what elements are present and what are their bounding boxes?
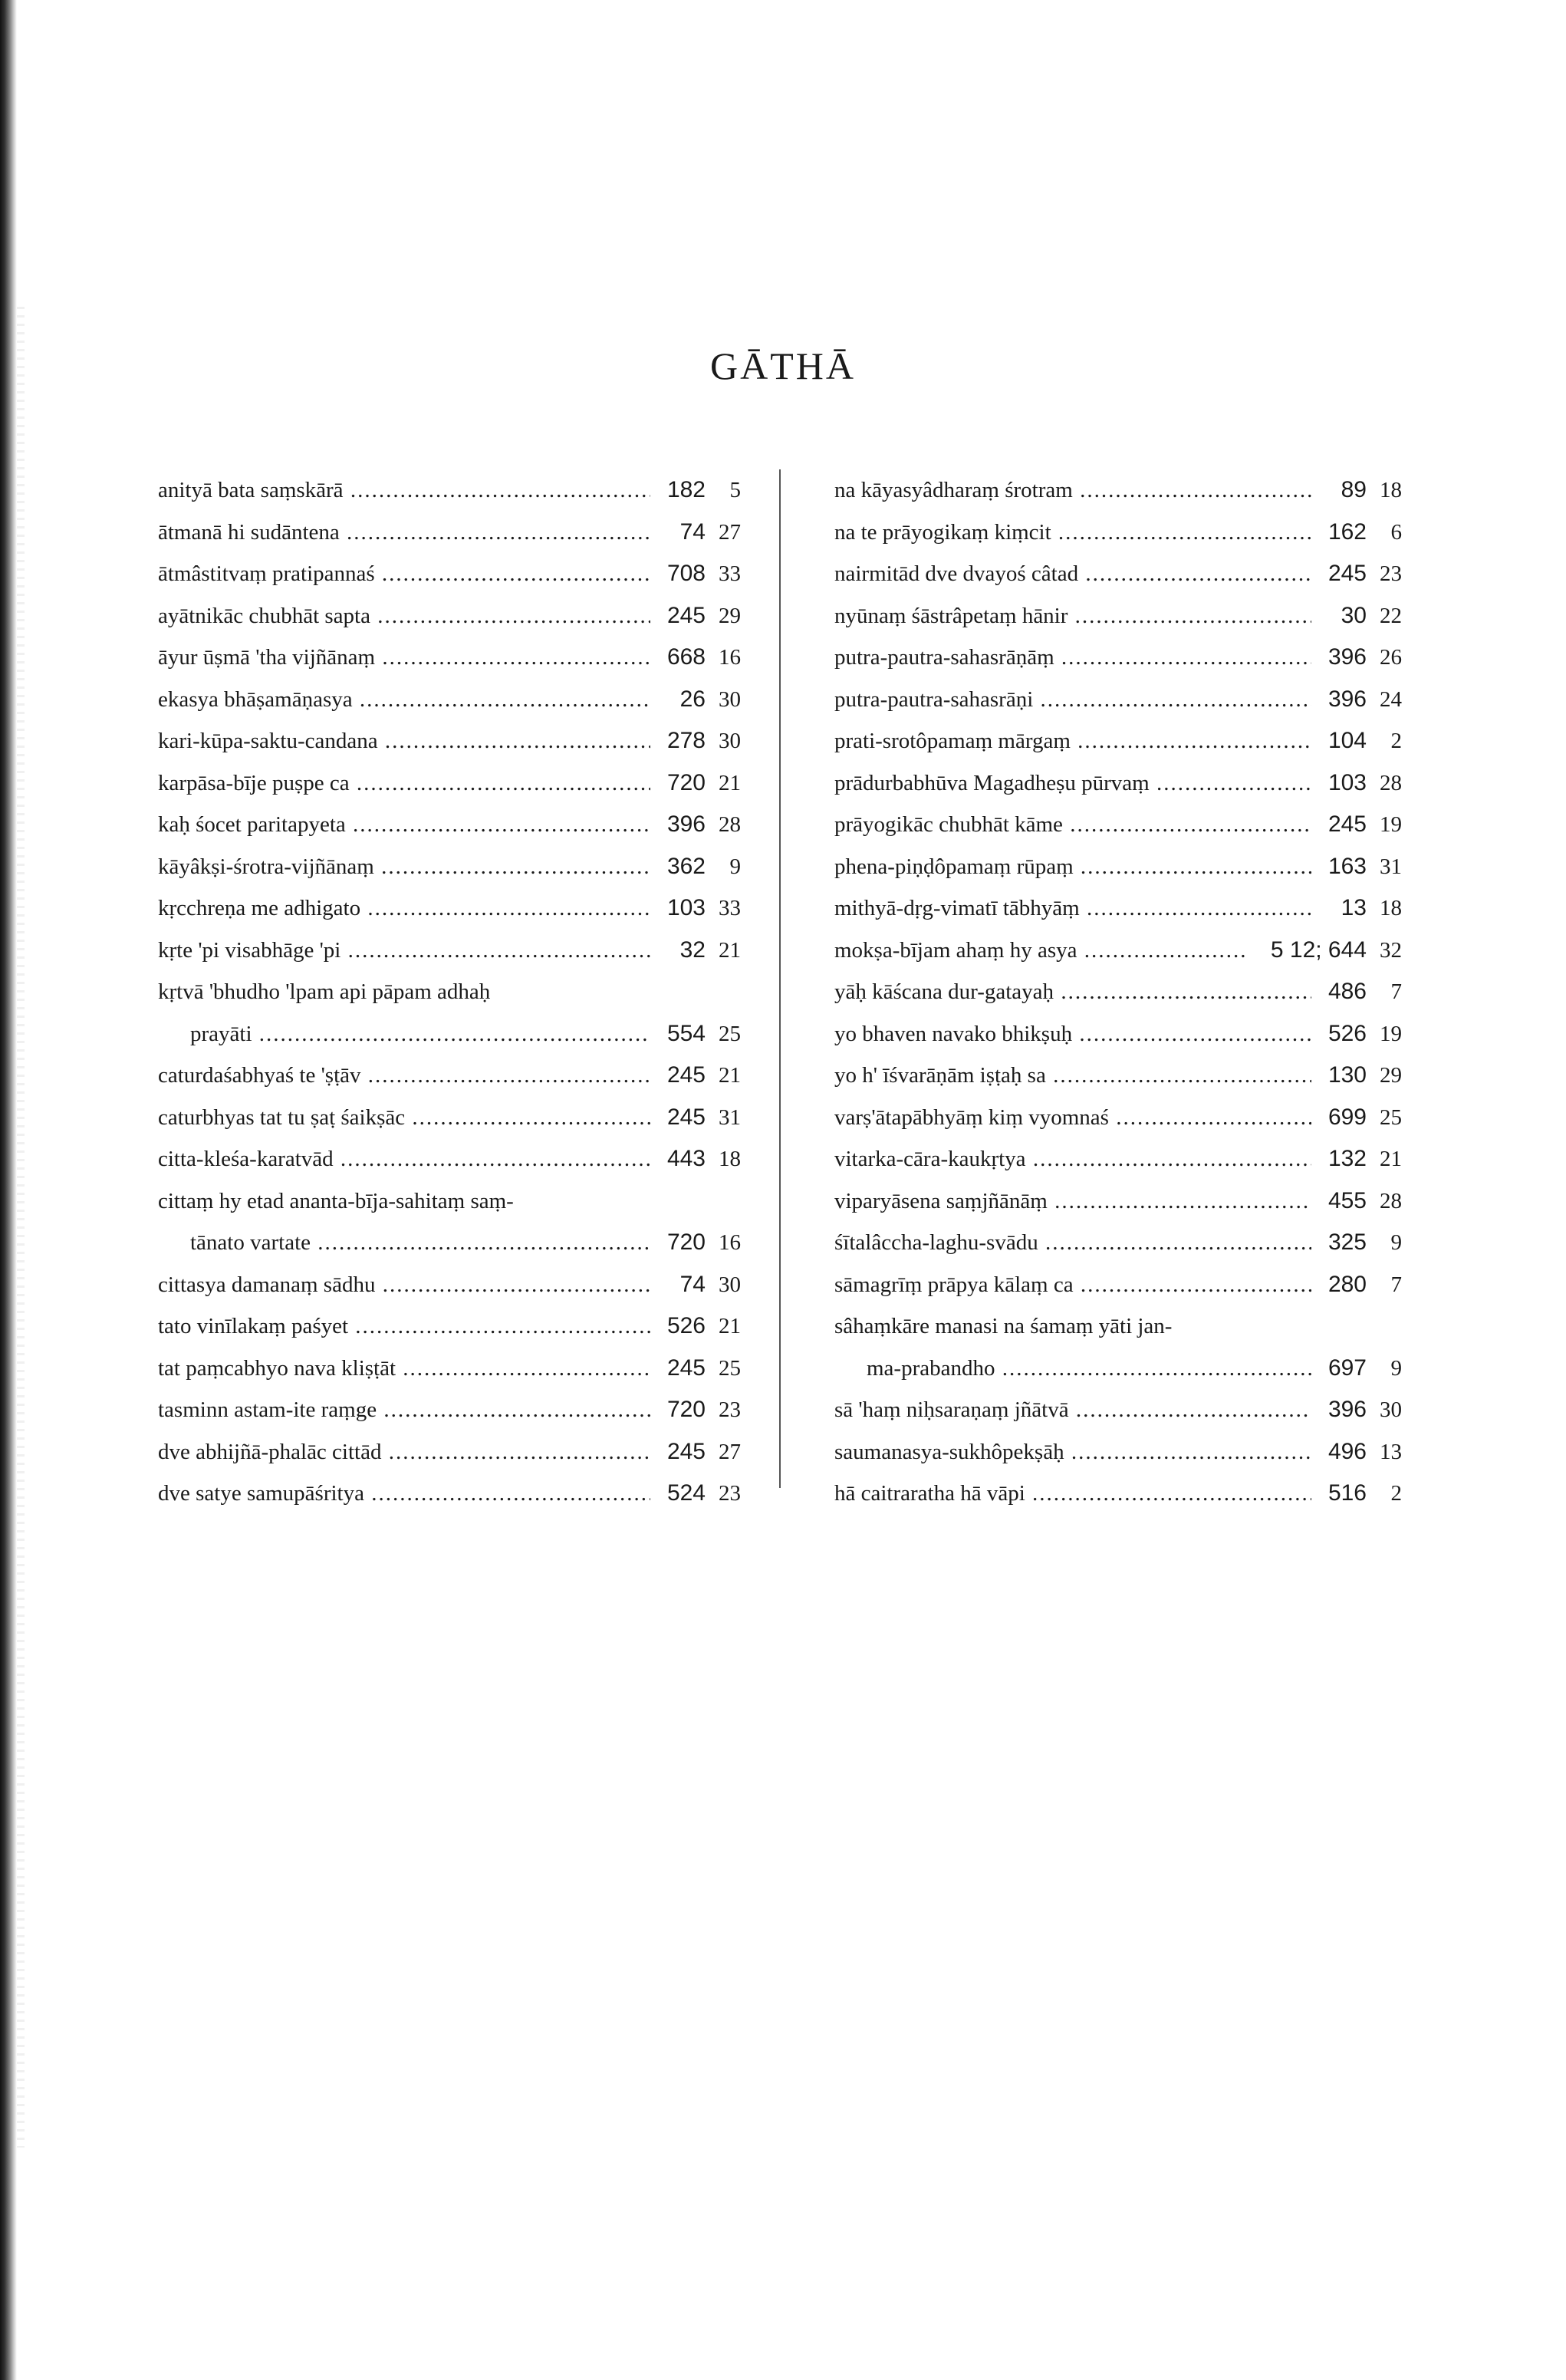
entry-line-number: 19: [1370, 804, 1402, 846]
entry-line-number: 2: [1370, 720, 1402, 762]
entry-line-number: 21: [709, 762, 741, 805]
index-entry: [158, 1348, 741, 1390]
entry-text: prayāti .....: [190, 1013, 658, 1055]
index-entry: [834, 1055, 1402, 1097]
entry-text: cittaṃ hy etad ananta-bīja-sahitaṃ saṃ-: [158, 1188, 514, 1213]
entry-line-number: 7: [1370, 971, 1402, 1013]
entry-text: ātmanā hi sudāntena .....: [158, 512, 658, 554]
entry-text: yo h' īśvarāṇām iṣṭaḥ sa .....: [834, 1055, 1319, 1097]
entry-text: tānato vartate .....: [190, 1222, 658, 1264]
entry-page-number: 496: [1311, 1431, 1367, 1473]
index-entry: [158, 1222, 741, 1264]
entry-text: kaḥ śocet paritapyeta .....: [158, 804, 658, 846]
entry-page-number: 245: [650, 1055, 706, 1097]
entry-text: kāyâkṣi-śrotra-vijñānaṃ .....: [158, 846, 658, 888]
entry-page-number: 30: [1311, 595, 1367, 637]
entry-text: yo bhaven navako bhikṣuḥ .....: [834, 1013, 1319, 1055]
entry-text: kṛte 'pi visabhāge 'pi .....: [158, 930, 658, 972]
entry-line-number: 30: [1370, 1389, 1402, 1431]
entry-line-number: 21: [709, 930, 741, 972]
entry-page-number: 130: [1311, 1055, 1367, 1097]
entry-page-number: 245: [650, 1097, 706, 1139]
entry-text: prati-srotôpamaṃ mārgaṃ .....: [834, 720, 1319, 762]
index-entry: [834, 971, 1402, 1013]
entry-line-number: 26: [1370, 637, 1402, 679]
entry-line-number: 16: [709, 637, 741, 679]
index-entry: [158, 1138, 741, 1180]
index-entry: [158, 846, 741, 888]
entry-text: cittasya damanaṃ sādhu .....: [158, 1264, 658, 1306]
entry-page-number: 245: [1311, 553, 1367, 595]
entry-page-number: 699: [1311, 1097, 1367, 1139]
entry-line-number: 23: [1370, 553, 1402, 595]
entry-text: viparyāsena saṃjñānāṃ .....: [834, 1180, 1319, 1223]
entry-page-number: 132: [1311, 1138, 1367, 1180]
entry-text: tat paṃcabhyo nava kliṣṭāt .....: [158, 1348, 658, 1390]
index-entry: [834, 595, 1402, 637]
index-entry: [158, 720, 741, 762]
entry-text: dve abhijñā-phalāc cittād .....: [158, 1431, 658, 1473]
entry-line-number: 28: [1370, 1180, 1402, 1223]
entry-page-number: 32: [650, 930, 706, 972]
entry-page-number: 182: [650, 469, 706, 512]
entry-text: ātmâstitvaṃ pratipannaś .....: [158, 553, 658, 595]
index-entry: [834, 1264, 1402, 1306]
entry-text: kari-kūpa-saktu-candana .....: [158, 720, 658, 762]
entry-page-number: 486: [1311, 971, 1367, 1013]
index-entry: [158, 1305, 741, 1348]
entry-text: mokṣa-bījam ahaṃ hy asya .....: [834, 930, 1249, 972]
entry-line-number: 25: [709, 1013, 741, 1055]
entry-line-number: 33: [709, 553, 741, 595]
entry-text: hā caitraratha hā vāpi .....: [834, 1473, 1319, 1515]
entry-line-number: 30: [709, 1264, 741, 1306]
entry-line-number: 22: [1370, 595, 1402, 637]
index-entry: [158, 595, 741, 637]
index-entry: [834, 1431, 1402, 1473]
entry-line-number: 23: [709, 1473, 741, 1515]
entry-page-number: 103: [650, 887, 706, 930]
entry-page-number: 5 12; 644: [1266, 930, 1367, 972]
entry-page-number: 278: [650, 720, 706, 762]
index-entry: [158, 1013, 741, 1055]
entry-page-number: 103: [1311, 762, 1367, 805]
entry-page-number: 396: [1311, 1389, 1367, 1431]
index-entry: [158, 887, 741, 930]
entry-page-number: 526: [650, 1305, 706, 1348]
entry-line-number: 18: [1370, 887, 1402, 930]
entry-page-number: 516: [1311, 1473, 1367, 1515]
entry-page-number: 13: [1311, 887, 1367, 930]
entry-line-number: 29: [1370, 1055, 1402, 1097]
entry-line-number: 24: [1370, 679, 1402, 721]
entry-line-number: 9: [1370, 1222, 1402, 1264]
entry-page-number: 280: [1311, 1264, 1367, 1306]
entry-page-number: 362: [650, 846, 706, 888]
entry-text: śītalâccha-laghu-svādu .....: [834, 1222, 1319, 1264]
entry-text: sā 'haṃ niḥsaraṇaṃ jñātvā .....: [834, 1389, 1319, 1431]
entry-text: āyur ūṣmā 'tha vijñānaṃ .....: [158, 637, 658, 679]
entry-line-number: 32: [1370, 930, 1402, 972]
index-entry: [834, 1180, 1402, 1223]
index-entry: [158, 1389, 741, 1431]
entry-line-number: 5: [709, 469, 741, 512]
entry-text: na kāyasyâdharaṃ śrotram .....: [834, 469, 1319, 512]
index-entry: [834, 846, 1402, 888]
entry-text: prāyogikāc chubhāt kāme .....: [834, 804, 1319, 846]
entry-page-number: 163: [1311, 846, 1367, 888]
entry-line-number: 23: [709, 1389, 741, 1431]
index-entry: [834, 720, 1402, 762]
index-entry: [834, 1305, 1402, 1348]
index-entry: [158, 762, 741, 805]
index-entry: [834, 1013, 1402, 1055]
entry-page-number: 720: [650, 1389, 706, 1431]
column-divider: [779, 469, 781, 1488]
index-entry: [158, 1431, 741, 1473]
entry-line-number: 21: [1370, 1138, 1402, 1180]
entry-page-number: 74: [650, 512, 706, 554]
entry-line-number: 18: [1370, 469, 1402, 512]
entry-line-number: 18: [709, 1138, 741, 1180]
entry-page-number: 708: [650, 553, 706, 595]
entry-line-number: 6: [1370, 512, 1402, 554]
index-entry: [158, 553, 741, 595]
scan-shadow: [17, 307, 25, 2148]
index-entry: [834, 887, 1402, 930]
entry-page-number: 455: [1311, 1180, 1367, 1223]
entry-text: dve satye samupāśritya .....: [158, 1473, 658, 1515]
index-entry: [158, 512, 741, 554]
index-entry: [834, 469, 1402, 512]
entry-line-number: 31: [1370, 846, 1402, 888]
index-entry: [158, 1264, 741, 1306]
entry-page-number: 524: [650, 1473, 706, 1515]
entry-page-number: 668: [650, 637, 706, 679]
entry-page-number: 443: [650, 1138, 706, 1180]
entry-text: citta-kleśa-karatvād .....: [158, 1138, 658, 1180]
entry-page-number: 526: [1311, 1013, 1367, 1055]
entry-page-number: 554: [650, 1013, 706, 1055]
entry-line-number: 29: [709, 595, 741, 637]
entry-text: anityā bata saṃskārā .....: [158, 469, 658, 512]
entry-text: varṣ'ātapābhyāṃ kiṃ vyomnaś .....: [834, 1097, 1319, 1139]
entry-text: yāḥ kāścana dur-gatayaḥ .....: [834, 971, 1319, 1013]
entry-text: na te prāyogikaṃ kiṃcit .....: [834, 512, 1319, 554]
index-entry: [158, 469, 741, 512]
page-title: GĀTHĀ: [710, 344, 856, 387]
index-entry: [158, 1097, 741, 1139]
entry-text: karpāsa-bīje puṣpe ca .....: [158, 762, 658, 805]
entry-line-number: 28: [1370, 762, 1402, 805]
index-entry: [158, 1055, 741, 1097]
index-entry: [158, 971, 741, 1013]
entry-line-number: 7: [1370, 1264, 1402, 1306]
entry-page-number: 325: [1311, 1222, 1367, 1264]
index-entry: [158, 804, 741, 846]
index-entry: [834, 1389, 1402, 1431]
entry-line-number: 30: [709, 720, 741, 762]
entry-text: kṛtvā 'bhudho 'lpam api pāpam adhaḥ: [158, 979, 491, 1004]
entry-line-number: 27: [709, 512, 741, 554]
index-entry: [834, 930, 1402, 972]
entry-page-number: 720: [650, 762, 706, 805]
index-entry: [834, 762, 1402, 805]
entry-page-number: 245: [1311, 804, 1367, 846]
entry-page-number: 74: [650, 1264, 706, 1306]
entry-page-number: 104: [1311, 720, 1367, 762]
entry-text: caturbhyas tat tu ṣaṭ śaikṣāc .....: [158, 1097, 658, 1139]
entry-page-number: 26: [650, 679, 706, 721]
entry-line-number: 13: [1370, 1431, 1402, 1473]
entry-line-number: 31: [709, 1097, 741, 1139]
entry-text: putra-pautra-sahasrāṇi .....: [834, 679, 1319, 721]
entry-text: prādurbabhūva Magadheṣu pūrvaṃ .....: [834, 762, 1319, 805]
index-column-right: [834, 469, 1402, 1515]
index-entry: [158, 637, 741, 679]
entry-line-number: 33: [709, 887, 741, 930]
entry-text: saumanasya-sukhôpekṣāḥ .....: [834, 1431, 1319, 1473]
entry-text: tato vinīlakaṃ paśyet .....: [158, 1305, 658, 1348]
entry-page-number: 396: [1311, 637, 1367, 679]
entry-text: ma-prabandho .....: [867, 1348, 1319, 1390]
entry-text: mithyā-dṛg-vimatī tābhyāṃ .....: [834, 887, 1319, 930]
entry-page-number: 245: [650, 595, 706, 637]
index-entry: [834, 804, 1402, 846]
entry-text: sāmagrīṃ prāpya kālaṃ ca .....: [834, 1264, 1319, 1306]
entry-page-number: 720: [650, 1222, 706, 1264]
entry-text: caturdaśabhyaś te 'ṣṭāv .....: [158, 1055, 658, 1097]
entry-line-number: 16: [709, 1222, 741, 1264]
entry-line-number: 9: [709, 846, 741, 888]
index-column-left: [158, 469, 741, 1515]
entry-text: kṛcchreṇa me adhigato .....: [158, 887, 658, 930]
entry-line-number: 30: [709, 679, 741, 721]
entry-page-number: 245: [650, 1348, 706, 1390]
entry-text: nairmitād dve dvayoś câtad .....: [834, 553, 1319, 595]
index-entry: [834, 1138, 1402, 1180]
entry-text: nyūnaṃ śāstrâpetaṃ hānir .....: [834, 595, 1319, 637]
entry-page-number: 89: [1311, 469, 1367, 512]
index-entry: [834, 1222, 1402, 1264]
index-entry: [834, 1348, 1402, 1390]
entry-page-number: 162: [1311, 512, 1367, 554]
entry-line-number: 19: [1370, 1013, 1402, 1055]
entry-page-number: 396: [650, 804, 706, 846]
entry-text: ayātnikāc chubhāt sapta .....: [158, 595, 658, 637]
index-entry: [834, 1473, 1402, 1515]
index-entry: [158, 1180, 741, 1223]
entry-line-number: 2: [1370, 1473, 1402, 1515]
index-entry: [834, 553, 1402, 595]
entry-line-number: 21: [709, 1305, 741, 1348]
entry-text: putra-pautra-sahasrāṇāṃ .....: [834, 637, 1319, 679]
entry-text: sâhaṃkāre manasi na śamaṃ yāti jan-: [834, 1314, 1173, 1338]
entry-line-number: 25: [1370, 1097, 1402, 1139]
entry-line-number: 27: [709, 1431, 741, 1473]
entry-text: tasminn astam-ite raṃge .....: [158, 1389, 658, 1431]
entry-page-number: 697: [1311, 1348, 1367, 1390]
index-entry: [834, 679, 1402, 721]
index-entry: [158, 1473, 741, 1515]
index-entry: [158, 930, 741, 972]
entry-page-number: 245: [650, 1431, 706, 1473]
entry-line-number: 28: [709, 804, 741, 846]
index-entry: [834, 512, 1402, 554]
entry-line-number: 21: [709, 1055, 741, 1097]
entry-line-number: 25: [709, 1348, 741, 1390]
entry-text: phena-piṇḍôpamaṃ rūpaṃ .....: [834, 846, 1319, 888]
index-entry: [834, 1097, 1402, 1139]
index-entry: [158, 679, 741, 721]
entry-page-number: 396: [1311, 679, 1367, 721]
entry-line-number: 9: [1370, 1348, 1402, 1390]
entry-text: ekasya bhāṣamāṇasya .....: [158, 679, 658, 721]
index-entry: [834, 637, 1402, 679]
entry-text: vitarka-cāra-kaukṛtya .....: [834, 1138, 1319, 1180]
